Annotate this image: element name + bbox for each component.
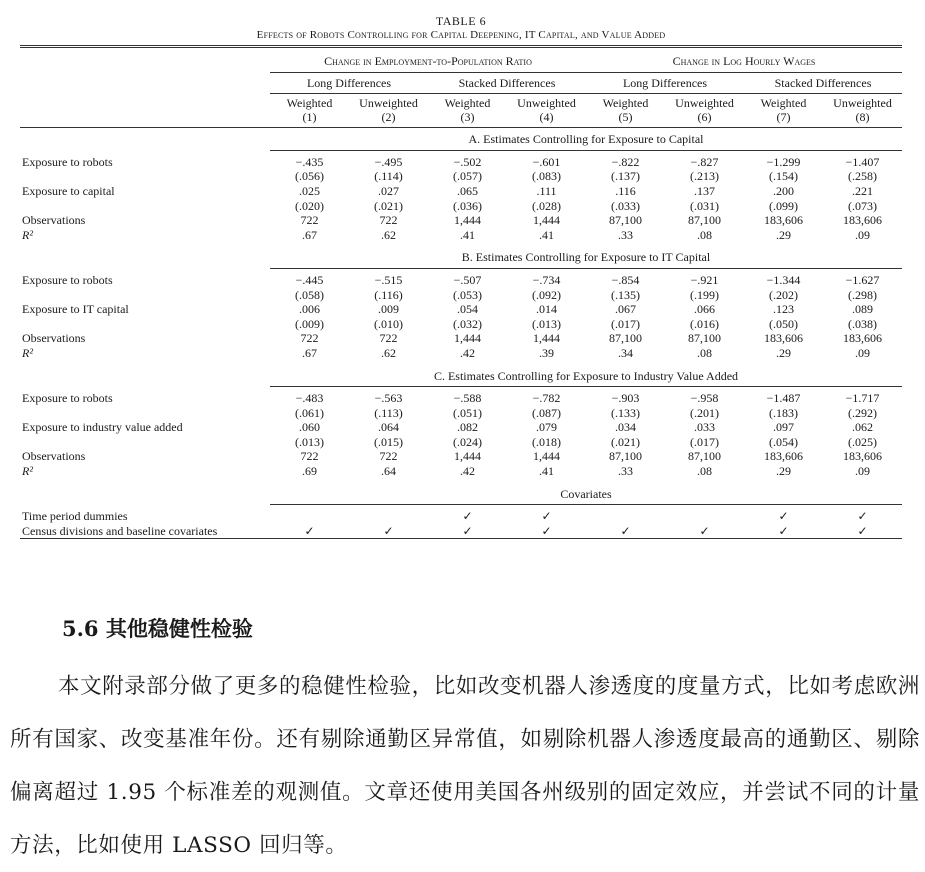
value-cell: −.822	[611, 154, 640, 169]
value-cell: .69	[302, 464, 317, 479]
value-cell: (.292)	[848, 405, 877, 420]
sub-header: Long Differences	[270, 72, 428, 94]
value-cell: .067	[615, 302, 636, 317]
panel-title-row	[20, 128, 902, 151]
value-cell: .033	[694, 420, 715, 435]
value-cell: 87,100	[688, 331, 721, 346]
check-cell	[665, 509, 744, 524]
table-row	[20, 406, 902, 421]
value-cell: (.202)	[769, 287, 798, 302]
value-cell: 1,444	[454, 331, 481, 346]
value-cell: .08	[697, 227, 712, 242]
check-cell: ✓	[383, 523, 394, 538]
value-cell: .089	[852, 302, 873, 317]
value-cell: (.016)	[690, 316, 719, 331]
value-cell: .41	[539, 464, 554, 479]
value-cell: (.051)	[453, 405, 482, 420]
value-cell: −1.717	[845, 391, 880, 406]
value-cell: .34	[618, 345, 633, 360]
value-cell: 87,100	[609, 449, 642, 464]
value-cell: .29	[776, 464, 791, 479]
column-header-label: Weighted	[286, 96, 333, 111]
value-cell: (.258)	[848, 169, 877, 184]
value-cell: −.507	[453, 272, 482, 287]
table-row	[20, 420, 902, 435]
column-header-number: (1)	[302, 109, 317, 124]
value-cell: (.054)	[769, 434, 798, 449]
value-cell: .060	[299, 420, 320, 435]
regression-table	[20, 45, 902, 539]
panel-title: A. Estimates Controlling for Exposure to Capital	[270, 128, 902, 151]
value-cell: (.025)	[848, 434, 877, 449]
value-cell: (.058)	[295, 287, 324, 302]
value-cell: .054	[457, 302, 478, 317]
value-cell: (.099)	[769, 198, 798, 213]
value-cell: .097	[773, 420, 794, 435]
value-cell: (.020)	[295, 198, 324, 213]
value-cell: (.298)	[848, 287, 877, 302]
value-cell: 183,606	[843, 331, 882, 346]
value-cell: −.903	[611, 391, 640, 406]
value-cell: (.018)	[532, 434, 561, 449]
value-cell: (.015)	[374, 434, 403, 449]
check-cell: ✓	[620, 523, 631, 538]
value-cell: −.921	[690, 272, 719, 287]
column-header-label: Unweighted	[675, 96, 734, 111]
value-cell: .065	[457, 183, 478, 198]
column-header	[823, 94, 902, 128]
value-cell: 183,606	[843, 213, 882, 228]
check-cell: ✓	[541, 509, 552, 524]
value-cell: (.010)	[374, 316, 403, 331]
regression-table-container	[20, 14, 902, 539]
value-cell: .014	[536, 302, 557, 317]
table-row	[20, 435, 902, 450]
value-cell: .09	[855, 464, 870, 479]
value-cell: .137	[694, 183, 715, 198]
value-cell: −.495	[374, 154, 403, 169]
value-cell: 1,444	[454, 213, 481, 228]
value-cell: (.092)	[532, 287, 561, 302]
value-cell: .082	[457, 420, 478, 435]
value-cell: .200	[773, 183, 794, 198]
table-row	[20, 288, 902, 303]
check-cell: ✓	[304, 523, 315, 538]
value-cell: .33	[618, 464, 633, 479]
value-cell: (.036)	[453, 198, 482, 213]
value-cell: (.050)	[769, 316, 798, 331]
value-cell: −.563	[374, 391, 403, 406]
row-label: R²	[22, 464, 33, 479]
value-cell: −1.299	[766, 154, 801, 169]
value-cell: (.114)	[374, 169, 403, 184]
value-cell: −.601	[532, 154, 561, 169]
check-cell: ✓	[462, 523, 473, 538]
check-cell: ✓	[857, 509, 868, 524]
column-header	[507, 94, 586, 128]
table-row	[20, 509, 902, 524]
value-cell: .42	[460, 345, 475, 360]
table-row	[20, 449, 902, 464]
check-cell: ✓	[541, 523, 552, 538]
value-cell: .079	[536, 420, 557, 435]
value-cell: (.032)	[453, 316, 482, 331]
value-cell: −.435	[295, 154, 324, 169]
column-header-number: (8)	[855, 109, 870, 124]
row-label: Exposure to robots	[22, 272, 113, 287]
value-cell: (.028)	[532, 198, 561, 213]
value-cell: .027	[378, 183, 399, 198]
panel-title-row	[20, 483, 902, 505]
value-cell: (.057)	[453, 169, 482, 184]
check-cell: ✓	[778, 523, 789, 538]
value-cell: −.502	[453, 154, 482, 169]
column-header-label: Weighted	[444, 96, 491, 111]
sub-header: Stacked Differences	[744, 72, 902, 94]
column-header-number: (5)	[618, 109, 633, 124]
row-label: Exposure to robots	[22, 391, 113, 406]
value-cell: 87,100	[688, 449, 721, 464]
value-cell: −.515	[374, 272, 403, 287]
section-heading: 5.6 其他稳健性检验	[62, 616, 253, 641]
check-cell	[270, 509, 349, 524]
table-row	[20, 184, 902, 199]
value-cell: (.213)	[690, 169, 719, 184]
panel-title: B. Estimates Controlling for Exposure to IT Capital	[270, 246, 902, 268]
value-cell: (.017)	[690, 434, 719, 449]
value-cell: (.009)	[295, 316, 324, 331]
column-header-label: Unweighted	[359, 96, 418, 111]
check-cell: ✓	[699, 523, 710, 538]
value-cell: (.116)	[374, 287, 403, 302]
value-cell: (.199)	[690, 287, 719, 302]
value-cell: −.588	[453, 391, 482, 406]
value-cell: (.113)	[374, 405, 403, 420]
table-row	[20, 155, 902, 170]
value-cell: (.183)	[769, 405, 798, 420]
value-cell: .034	[615, 420, 636, 435]
column-header	[428, 94, 507, 128]
value-cell: 87,100	[609, 331, 642, 346]
column-header	[665, 94, 744, 128]
value-cell: 1,444	[533, 213, 560, 228]
value-cell: .33	[618, 227, 633, 242]
table-row	[20, 331, 902, 346]
value-cell: 87,100	[609, 213, 642, 228]
value-cell: .066	[694, 302, 715, 317]
value-cell: 1,444	[533, 449, 560, 464]
column-header-number: (6)	[697, 109, 712, 124]
table-row	[20, 169, 902, 184]
value-cell: (.087)	[532, 405, 561, 420]
row-label: Time period dummies	[22, 509, 128, 524]
value-cell: .67	[302, 227, 317, 242]
panel-title: C. Estimates Controlling for Exposure to Industry Value Added	[270, 365, 902, 387]
row-label: Exposure to robots	[22, 154, 113, 169]
table-row	[20, 346, 902, 361]
body-paragraph: 本文附录部分做了更多的稳健性检验，比如改变机器人渗透度的度量方式，比如考虑欧洲所有国家、改变基准年份。还有剔除通勤区异常值，如剔除机器人渗透度最高的通勤区、剔除偏离超过 1.95 个标准差的观测值。文章还使用美国各州级别的固定效应，并尝试不同的计量方法，比如使用 LASSO 回归等。	[10, 674, 920, 858]
value-cell: −.782	[532, 391, 561, 406]
column-header	[349, 94, 428, 128]
table-row	[20, 199, 902, 214]
value-cell: (.038)	[848, 316, 877, 331]
table-row	[20, 213, 902, 228]
column-header-number: (2)	[381, 109, 396, 124]
value-cell: (.021)	[374, 198, 403, 213]
value-cell: −1.487	[766, 391, 801, 406]
column-header	[586, 94, 665, 128]
value-cell: .41	[460, 227, 475, 242]
value-cell: (.031)	[690, 198, 719, 213]
value-cell: (.053)	[453, 287, 482, 302]
group-header-row	[20, 50, 902, 72]
value-cell: −1.344	[766, 272, 801, 287]
table-number: TABLE 6	[435, 14, 487, 28]
value-cell: 722	[379, 331, 398, 346]
value-cell: (.017)	[611, 316, 640, 331]
value-cell: (.137)	[611, 169, 640, 184]
value-cell: (.056)	[295, 169, 324, 184]
value-cell: .221	[852, 183, 873, 198]
row-label: Census divisions and baseline covariates	[22, 523, 218, 538]
value-cell: (.033)	[611, 198, 640, 213]
group-header-employment: Change in Employment-to-Population Ratio	[270, 50, 586, 72]
value-cell: −.854	[611, 272, 640, 287]
value-cell: (.154)	[769, 169, 798, 184]
value-cell: .67	[302, 345, 317, 360]
value-cell: (.013)	[295, 434, 324, 449]
value-cell: .29	[776, 345, 791, 360]
value-cell: (.201)	[690, 405, 719, 420]
table-row	[20, 391, 902, 406]
check-cell: ✓	[778, 509, 789, 524]
table-row	[20, 317, 902, 332]
value-cell: (.013)	[532, 316, 561, 331]
value-cell: (.024)	[453, 434, 482, 449]
row-label: R²	[22, 345, 33, 360]
group-header-wages: Change in Log Hourly Wages	[586, 50, 902, 72]
value-cell: .116	[615, 183, 636, 198]
value-cell: 722	[379, 213, 398, 228]
value-cell: .062	[852, 420, 873, 435]
value-cell: 722	[300, 213, 319, 228]
value-cell: (.061)	[295, 405, 324, 420]
row-label	[20, 406, 270, 421]
value-cell: (.135)	[611, 287, 640, 302]
value-cell: 183,606	[843, 449, 882, 464]
value-cell: .006	[299, 302, 320, 317]
row-label	[20, 435, 270, 450]
column-header	[744, 94, 823, 128]
value-cell: −.445	[295, 272, 324, 287]
row-label: Exposure to capital	[22, 183, 115, 198]
value-cell: .08	[697, 464, 712, 479]
value-cell: .064	[378, 420, 399, 435]
value-cell: −.734	[532, 272, 561, 287]
value-cell: .39	[539, 345, 554, 360]
table-title: Effects of Robots Controlling for Capital Deepening, IT Capital, and Value Added	[256, 29, 666, 41]
value-cell: .09	[855, 345, 870, 360]
column-header-label: Weighted	[760, 96, 807, 111]
table-row	[20, 464, 902, 479]
value-cell: .025	[299, 183, 320, 198]
table-row	[20, 524, 902, 539]
column-header-label: Unweighted	[517, 96, 576, 111]
column-header-label: Unweighted	[833, 96, 892, 111]
panel-title-row	[20, 365, 902, 387]
table-row	[20, 302, 902, 317]
table-row	[20, 273, 902, 288]
value-cell: −1.407	[845, 154, 880, 169]
table-row	[20, 228, 902, 243]
sub-header-row	[20, 72, 902, 94]
panel-title: Covariates	[270, 483, 902, 505]
value-cell: .42	[460, 464, 475, 479]
row-label: Observations	[22, 213, 86, 228]
column-header-number: (4)	[539, 109, 554, 124]
value-cell: .123	[773, 302, 794, 317]
value-cell: (.083)	[532, 169, 561, 184]
column-header	[270, 94, 349, 128]
value-cell: 183,606	[764, 331, 803, 346]
value-cell: .08	[697, 345, 712, 360]
column-header-row	[20, 94, 902, 128]
value-cell: −1.627	[845, 272, 880, 287]
value-cell: (.021)	[611, 434, 640, 449]
value-cell: 722	[379, 449, 398, 464]
row-label: R²	[22, 227, 33, 242]
value-cell: .41	[539, 227, 554, 242]
row-label	[20, 169, 270, 184]
value-cell: 1,444	[533, 331, 560, 346]
row-label	[20, 317, 270, 332]
check-cell: ✓	[462, 509, 473, 524]
row-label: Observations	[22, 331, 86, 346]
row-label	[20, 288, 270, 303]
row-label: Exposure to IT capital	[22, 302, 129, 317]
value-cell: .29	[776, 227, 791, 242]
check-cell	[349, 509, 428, 524]
value-cell: .62	[381, 227, 396, 242]
value-cell: −.827	[690, 154, 719, 169]
value-cell: .111	[536, 183, 557, 198]
value-cell: 183,606	[764, 449, 803, 464]
value-cell: 1,444	[454, 449, 481, 464]
row-label	[20, 199, 270, 214]
panel-title-row	[20, 246, 902, 268]
value-cell: −.483	[295, 391, 324, 406]
value-cell: (.073)	[848, 198, 877, 213]
value-cell: 722	[300, 331, 319, 346]
check-cell: ✓	[857, 523, 868, 538]
value-cell: .09	[855, 227, 870, 242]
column-header-label: Weighted	[602, 96, 649, 111]
value-cell: .62	[381, 345, 396, 360]
value-cell: (.133)	[611, 405, 640, 420]
value-cell: .64	[381, 464, 396, 479]
column-header-number: (7)	[776, 109, 791, 124]
value-cell: 722	[300, 449, 319, 464]
row-label: Exposure to industry value added	[22, 420, 183, 435]
check-cell	[586, 509, 665, 524]
sub-header: Long Differences	[586, 72, 744, 94]
row-label: Observations	[22, 449, 86, 464]
column-header-number: (3)	[460, 109, 475, 124]
value-cell: 183,606	[764, 213, 803, 228]
value-cell: −.958	[690, 391, 719, 406]
value-cell: .009	[378, 302, 399, 317]
sub-header: Stacked Differences	[428, 72, 586, 94]
value-cell: 87,100	[688, 213, 721, 228]
